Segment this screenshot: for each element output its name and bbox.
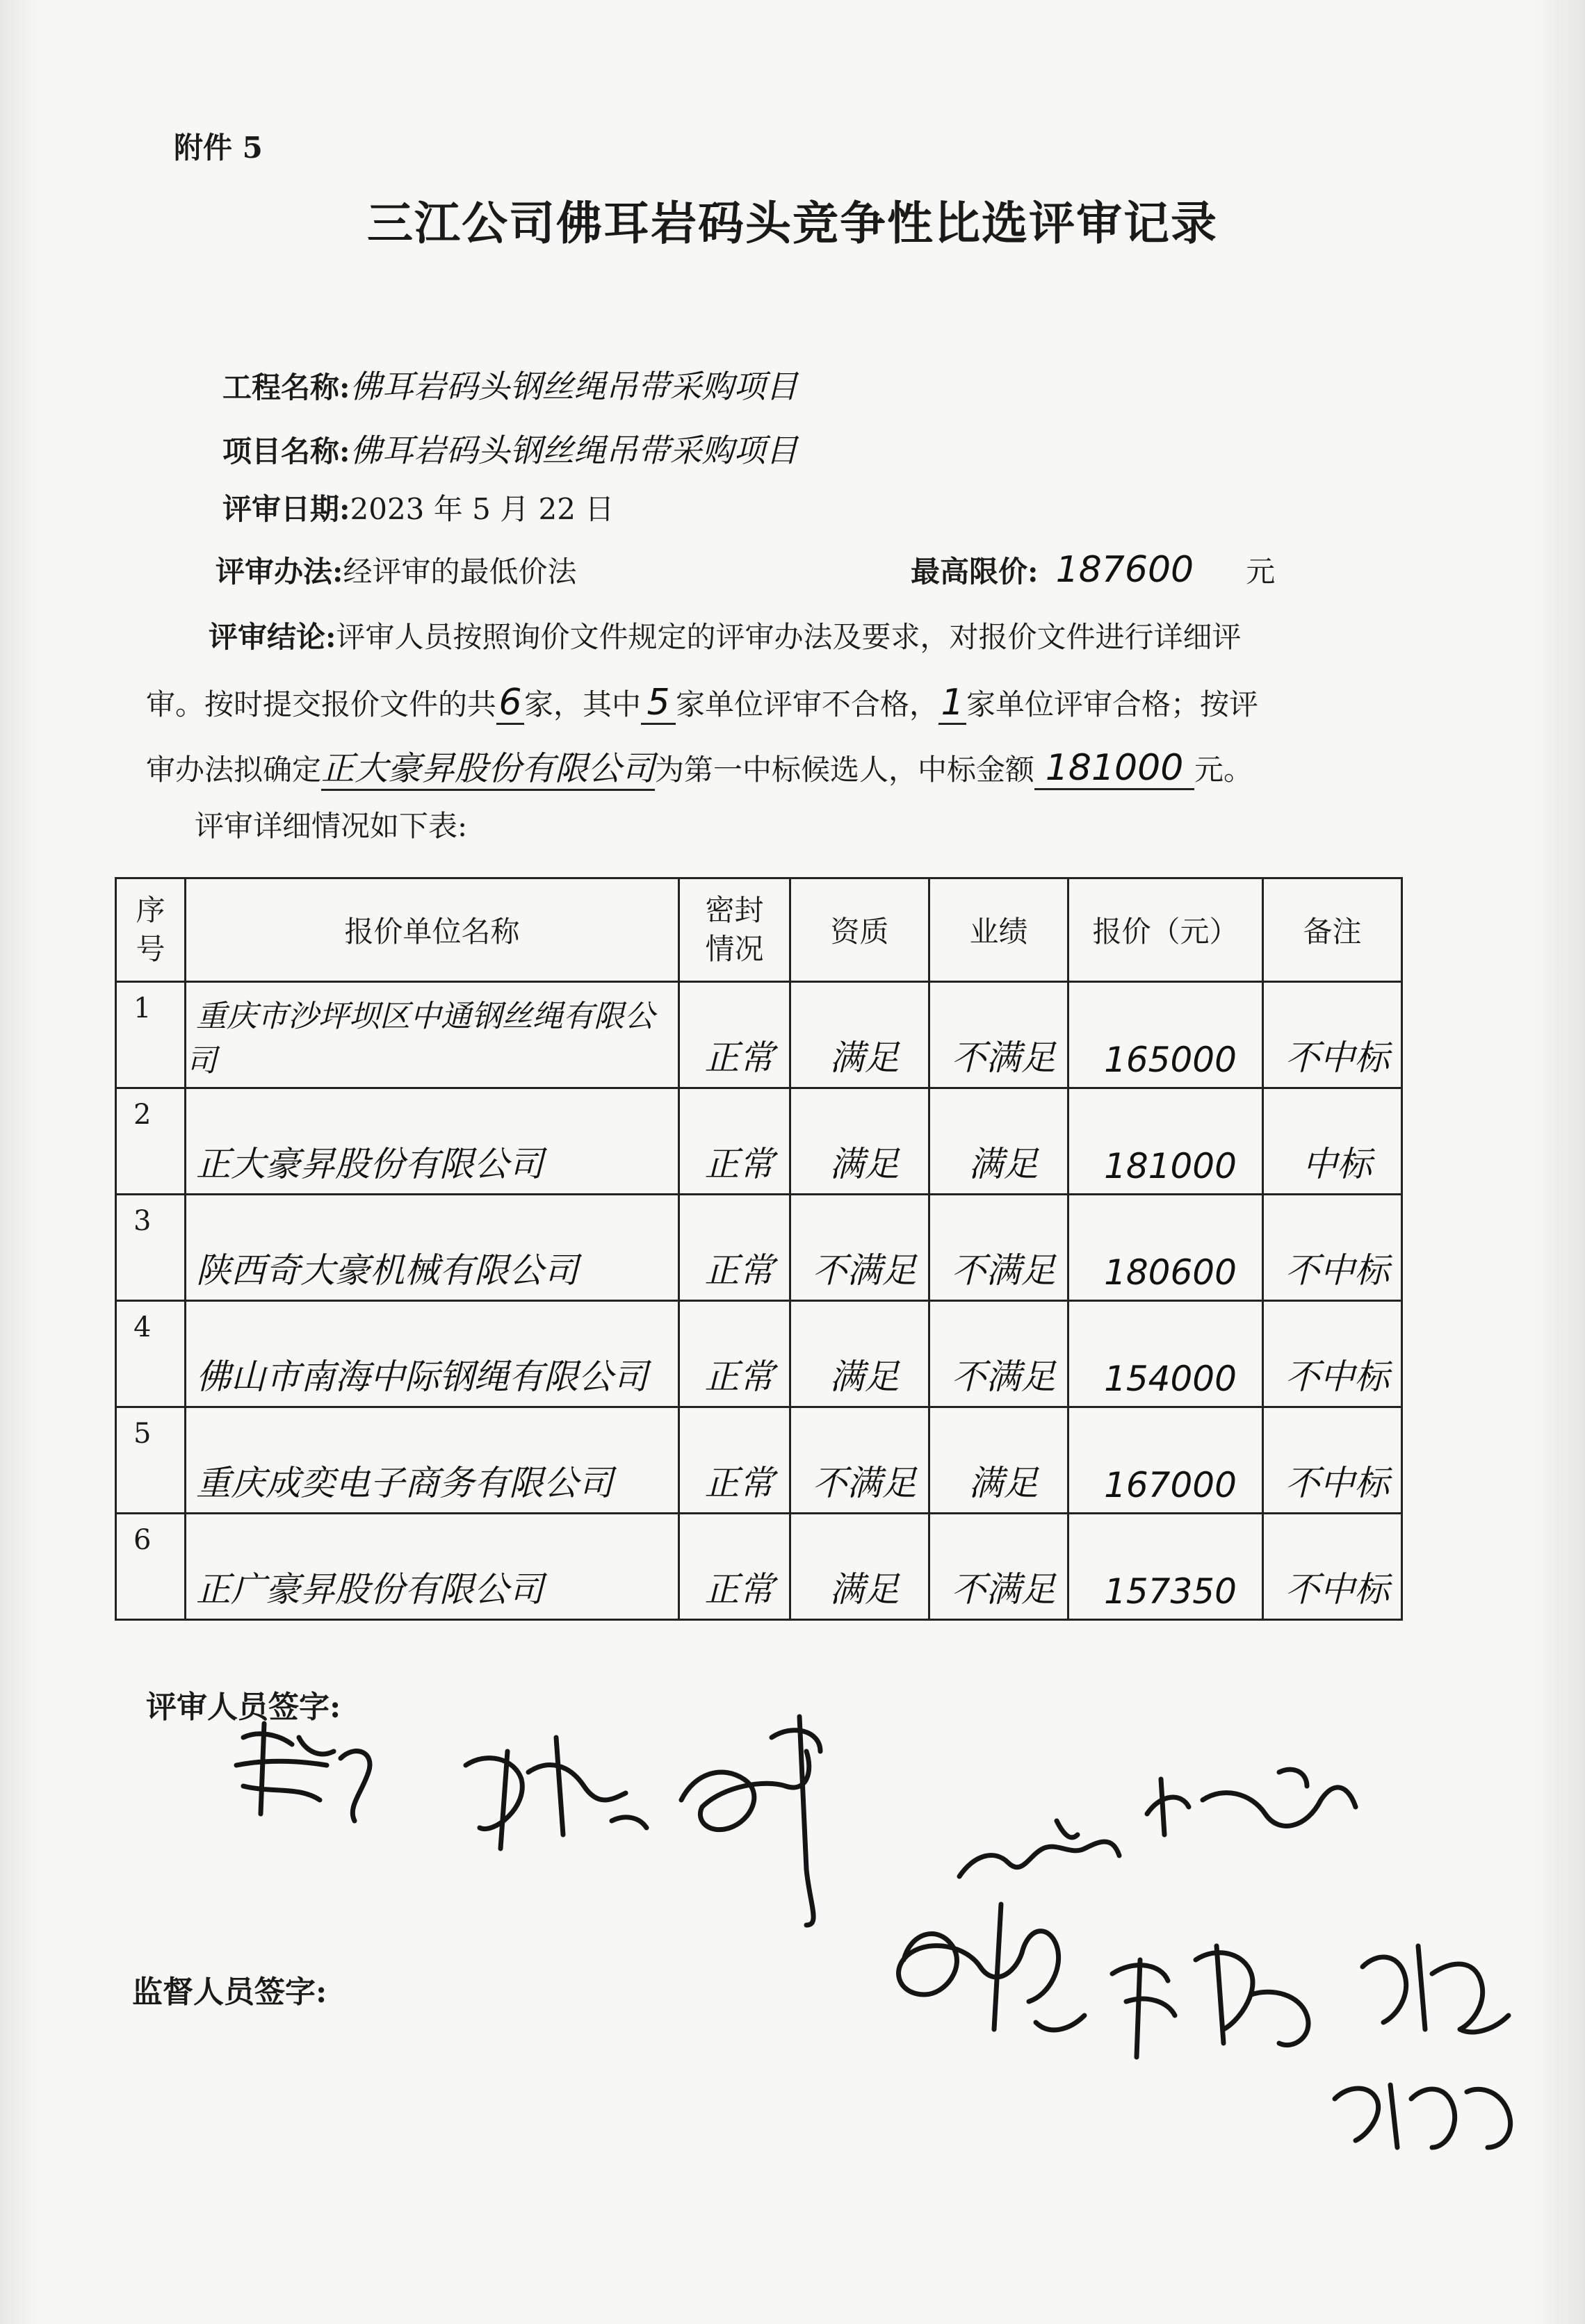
supervisor-signature-3 xyxy=(1363,1946,1509,2032)
row-performance: 不满足 xyxy=(929,1514,1068,1620)
row-qualification: 满足 xyxy=(790,1088,929,1195)
row-price: 180600 xyxy=(1068,1195,1263,1301)
review-date-value: 2023 年 5 月 22 日 xyxy=(350,492,615,526)
project-name-row xyxy=(222,425,798,471)
row-price: 181000 xyxy=(1068,1088,1263,1195)
winner-name: 正大豪昇股份有限公司 xyxy=(321,748,655,791)
row-qualification: 满足 xyxy=(790,1301,929,1407)
document-title: 三江公司佛耳岩码头竞争性比选评审记录 xyxy=(367,196,1218,250)
row-performance: 不满足 xyxy=(929,982,1068,1088)
win-amount: 181000 xyxy=(1034,748,1194,790)
row-seq: 5 xyxy=(116,1407,186,1514)
attachment-label: 附件 5 xyxy=(174,131,263,165)
conclusion-line-3 xyxy=(146,748,1253,791)
row-seal: 正常 xyxy=(679,982,790,1088)
conclusion-text-3a: 审办法拟确定 xyxy=(146,753,322,787)
supervisor-signature-2 xyxy=(1112,1946,1308,2057)
conclusion-text-2b: 家，其中 xyxy=(524,687,642,721)
review-method-label: 评审办法: xyxy=(216,555,343,589)
header-price: 报价（元） xyxy=(1068,878,1263,982)
header-remark: 备注 xyxy=(1263,878,1402,982)
supervisors-signature-label: 监督人员签字: xyxy=(132,1974,327,2010)
review-method-value: 经评审的最低价法 xyxy=(343,555,577,589)
row-company: 正广豪昇股份有限公司 xyxy=(186,1514,679,1620)
max-price-value: 187600 xyxy=(1055,549,1194,591)
project-name-label: 项目名称: xyxy=(222,434,350,468)
total-count: 6 xyxy=(496,682,524,725)
header-performance: 业绩 xyxy=(929,878,1068,982)
table-row xyxy=(116,1088,1402,1195)
project-name-value: 佛耳岩码头钢丝绳吊带采购项目 xyxy=(350,432,798,469)
max-price-unit: 元 xyxy=(1246,555,1276,589)
row-qualification: 不满足 xyxy=(790,1407,929,1514)
row-seq: 3 xyxy=(116,1195,186,1301)
row-seal: 正常 xyxy=(679,1088,790,1195)
conclusion-text-3b: 为第一中标候选人，中标金额 xyxy=(655,753,1035,787)
evaluation-table xyxy=(115,877,1403,1621)
max-price-label: 最高限价: xyxy=(911,555,1039,589)
reviewer-signature-5 xyxy=(1147,1769,1356,1835)
row-performance: 满足 xyxy=(929,1088,1068,1195)
row-seq: 6 xyxy=(116,1514,186,1620)
header-seal: 密封情况 xyxy=(679,878,790,982)
row-qualification: 不满足 xyxy=(790,1195,929,1301)
row-performance: 不满足 xyxy=(929,1301,1068,1407)
table-row xyxy=(116,982,1402,1088)
row-performance: 满足 xyxy=(929,1407,1068,1514)
table-row xyxy=(116,1514,1402,1620)
row-seq: 1 xyxy=(116,982,186,1088)
conclusion-label: 评审结论: xyxy=(209,620,336,654)
conclusion-text-2d: 家单位评审合格；按评 xyxy=(966,687,1259,721)
review-date-row xyxy=(222,486,614,528)
supervisor-signature-1 xyxy=(899,1904,1084,2030)
max-price-row xyxy=(911,549,1275,591)
fail-count: 5 xyxy=(641,682,676,725)
detail-intro: 评审详细情况如下表: xyxy=(195,809,468,843)
row-seal: 正常 xyxy=(679,1195,790,1301)
pass-count: 1 xyxy=(938,682,966,725)
conclusion-text-1: 评审人员按照询价文件规定的评审办法及要求，对报价文件进行详细评 xyxy=(336,620,1242,654)
conclusion-text-2c: 家单位评审不合格， xyxy=(676,687,939,721)
review-method-row xyxy=(216,549,577,591)
row-price: 157350 xyxy=(1068,1514,1263,1620)
review-date-label: 评审日期: xyxy=(222,492,350,526)
row-price: 154000 xyxy=(1068,1301,1263,1407)
row-seal: 正常 xyxy=(679,1301,790,1407)
row-qualification: 满足 xyxy=(790,1514,929,1620)
reviewer-signature-1 xyxy=(236,1724,370,1821)
reviewer-signature-4 xyxy=(959,1821,1119,1876)
row-remark: 不中标 xyxy=(1263,982,1402,1088)
row-seq: 2 xyxy=(116,1088,186,1195)
table-row xyxy=(116,1301,1402,1407)
row-company: 正大豪昇股份有限公司 xyxy=(186,1088,679,1195)
conclusion-line-1 xyxy=(209,617,1242,657)
row-price: 165000 xyxy=(1068,982,1263,1088)
engineering-name-value: 佛耳岩码头钢丝绳吊带采购项目 xyxy=(350,368,798,405)
row-price: 167000 xyxy=(1068,1407,1263,1514)
engineering-name-label: 工程名称: xyxy=(222,370,350,404)
header-seq: 序号 xyxy=(116,878,186,982)
row-performance: 不满足 xyxy=(929,1195,1068,1301)
row-remark: 不中标 xyxy=(1263,1407,1402,1514)
header-name: 报价单位名称 xyxy=(186,878,679,982)
row-qualification: 满足 xyxy=(790,982,929,1088)
conclusion-line-2 xyxy=(146,682,1258,725)
handwritten-signatures xyxy=(195,1696,1550,2182)
conclusion-text-3c: 元。 xyxy=(1194,753,1253,787)
conclusion-text-2a: 审。按时提交报价文件的共 xyxy=(146,687,497,721)
row-remark: 不中标 xyxy=(1263,1195,1402,1301)
row-remark: 中标 xyxy=(1263,1088,1402,1195)
table-row xyxy=(116,1407,1402,1514)
row-seq: 4 xyxy=(116,1301,186,1407)
row-seal: 正常 xyxy=(679,1407,790,1514)
supervisor-signature-4 xyxy=(1335,2085,1511,2147)
table-row xyxy=(116,1195,1402,1301)
reviewer-signature-2 xyxy=(466,1737,647,1849)
row-company: 佛山市南海中际钢绳有限公司 xyxy=(186,1301,679,1407)
engineering-name-row xyxy=(222,361,798,407)
row-company: 陕西奇大豪机械有限公司 xyxy=(186,1195,679,1301)
row-remark: 不中标 xyxy=(1263,1301,1402,1407)
reviewer-signature-3 xyxy=(681,1717,820,1925)
table-header-row xyxy=(116,878,1402,982)
row-company: 重庆市沙坪坝区中通钢丝绳有限公司 xyxy=(186,982,679,1088)
row-remark: 不中标 xyxy=(1263,1514,1402,1620)
row-seal: 正常 xyxy=(679,1514,790,1620)
row-company: 重庆成奕电子商务有限公司 xyxy=(186,1407,679,1514)
reviewers-signature-label: 评审人员签字: xyxy=(146,1689,341,1725)
header-qualification: 资质 xyxy=(790,878,929,982)
